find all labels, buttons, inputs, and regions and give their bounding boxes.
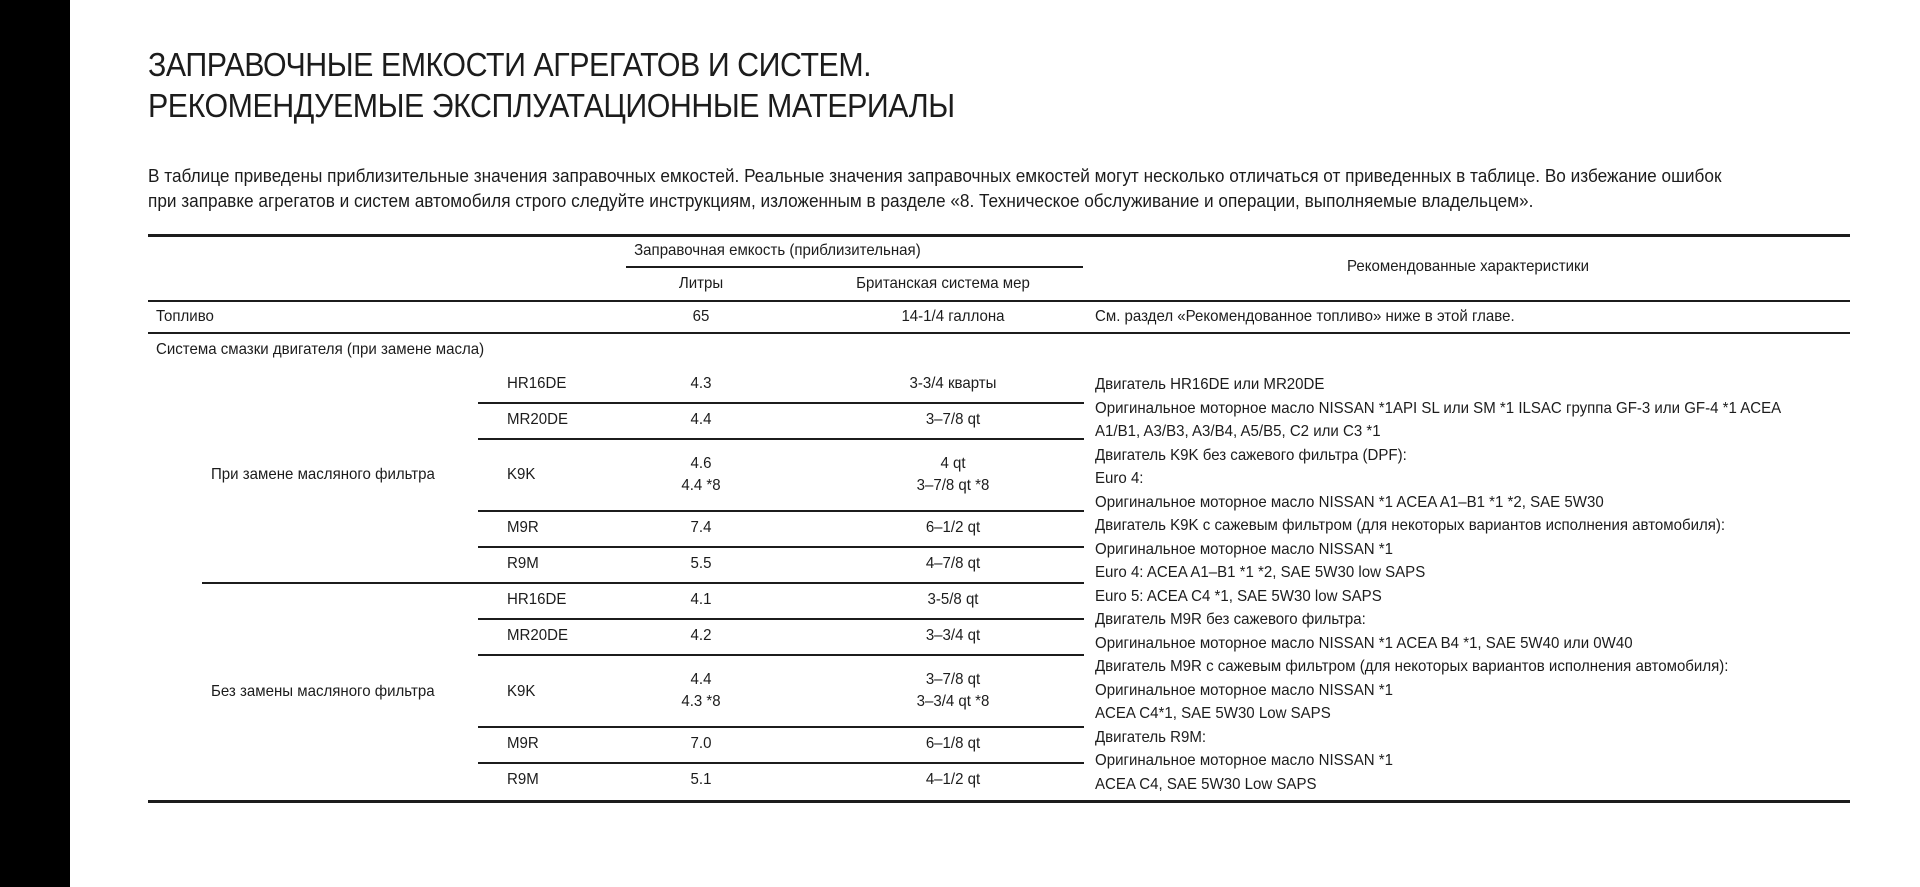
table-row-engine: MR20DE xyxy=(507,627,569,644)
table-row-liters: 7.4 xyxy=(690,519,712,536)
spec-line: Euro 4: ACEA A1–B1 *1 *2, SAE 5W30 low SAPS xyxy=(1095,564,1426,581)
title-line-2: РЕКОМЕНДУЕМЫЕ ЭКСПЛУАТАЦИОННЫЕ МАТЕРИАЛЫ xyxy=(148,87,955,124)
spec-line: Euro 4: xyxy=(1095,470,1144,487)
viewer-left-margin xyxy=(0,0,70,887)
table-row-imperial: 3-5/8 qt xyxy=(927,591,979,608)
header-capacity-group: Заправочная емкость (приблизительная) xyxy=(634,242,921,259)
header-liters: Литры xyxy=(678,275,724,292)
row-rule xyxy=(478,726,1084,728)
spec-line: Двигатель HR16DE или MR20DE xyxy=(1095,376,1325,393)
table-row-liters: 4.6 xyxy=(690,455,712,472)
table-row-engine: M9R xyxy=(507,735,539,752)
title-line-1: ЗАПРАВОЧНЫЕ ЕМКОСТИ АГРЕГАТОВ И СИСТЕМ. xyxy=(148,46,872,83)
fuel-row-rule xyxy=(148,332,1850,334)
table-row-imperial: 4 qt xyxy=(940,455,966,472)
table-row-imperial: 3–3/4 qt xyxy=(925,627,981,644)
row-rule xyxy=(478,402,1084,404)
spec-line: Двигатель K9K без сажевого фильтра (DPF): xyxy=(1095,446,1407,464)
oil-section-title: Система смазки двигателя (при замене масла) xyxy=(156,341,485,358)
table-row-engine: R9M xyxy=(507,555,539,572)
row-rule xyxy=(478,618,1084,620)
table-row-imperial: 3–7/8 qt xyxy=(925,671,981,688)
spec-line: Двигатель M9R с сажевым фильтром (для некоторых вариантов исполнения автомобиля): xyxy=(1095,658,1729,675)
table-row-liters: 4.3 xyxy=(690,375,712,392)
table-row-liters: 4.4 xyxy=(690,671,712,688)
group-divider-rule xyxy=(202,582,1084,584)
spec-line: Оригинальное моторное масло NISSAN *1 ACEA B4 *1, SAE 5W40 или 0W40 xyxy=(1095,634,1633,652)
table-row-imperial-alt: 3–3/4 qt *8 xyxy=(916,693,990,710)
spec-line: Оригинальное моторное масло NISSAN *1 ACEA A1–B1 *1 *2, SAE 5W30 xyxy=(1095,493,1604,511)
fuel-label: Топливо xyxy=(156,308,214,325)
spec-line: Euro 5: ACEA C4 *1, SAE 5W30 low SAPS xyxy=(1095,587,1382,605)
table-row-imperial: 4–1/2 qt xyxy=(925,771,981,788)
spec-line: Двигатель R9M: xyxy=(1095,728,1207,746)
table-row-engine: K9K xyxy=(507,683,536,700)
table-row-imperial: 3–7/8 qt xyxy=(925,411,981,428)
table-row-liters: 4.4 xyxy=(690,411,712,428)
table-bottom-rule xyxy=(148,800,1850,803)
table-row-engine: M9R xyxy=(507,519,539,536)
table-row-engine: HR16DE xyxy=(507,591,567,608)
row-rule xyxy=(478,510,1084,512)
spec-line: Оригинальное моторное масло NISSAN *1 xyxy=(1095,681,1393,699)
table-row-liters: 4.1 xyxy=(690,591,712,608)
header-imperial: Британская система мер xyxy=(856,275,1030,292)
without-filter-label: Без замены масляного фильтра xyxy=(211,683,435,700)
spec-line: Оригинальное моторное масло NISSAN *1API SL или SM *1 ILSAC группа GF-3 или GF-4 *1 ACEA xyxy=(1095,399,1782,417)
table-row-engine: HR16DE xyxy=(507,375,567,392)
table-row-liters-alt: 4.3 *8 xyxy=(681,693,721,710)
spec-line: Двигатель K9K с сажевым фильтром (для некоторых вариантов исполнения автомобиля): xyxy=(1095,517,1726,534)
capacity-group-rule xyxy=(626,266,1083,268)
spec-line: Двигатель M9R без сажевого фильтра: xyxy=(1095,611,1366,628)
table-row-engine: K9K xyxy=(507,466,536,483)
row-rule xyxy=(478,438,1084,440)
table-row-imperial: 6–1/8 qt xyxy=(925,735,981,752)
header-bottom-rule xyxy=(148,300,1850,302)
recommended-oil-specs xyxy=(1095,373,1809,796)
intro-line-2: при заправке агрегатов и систем автомобиля строго следуйте инструкциям, изложенным в разделе «8. Техническое обслуживание и операции, выполняемые владельцем». xyxy=(148,190,1534,211)
table-row-liters: 4.2 xyxy=(690,627,712,644)
spec-line: A1/B1, A3/B3, A3/B4, A5/B5, C2 или C3 *1 xyxy=(1095,423,1381,440)
fuel-recommended: См. раздел «Рекомендованное топливо» ниже в этой главе. xyxy=(1095,308,1515,325)
fuel-imperial: 14-1/4 галлона xyxy=(901,308,1005,325)
table-row-liters: 5.1 xyxy=(690,771,712,788)
spec-line: Оригинальное моторное масло NISSAN *1 xyxy=(1095,752,1393,769)
table-row-engine: MR20DE xyxy=(507,411,569,428)
table-row-imperial-alt: 3–7/8 qt *8 xyxy=(916,477,990,494)
table-row-imperial: 6–1/2 qt xyxy=(925,519,981,536)
table-row-imperial: 3-3/4 кварты xyxy=(909,375,997,392)
row-rule xyxy=(478,762,1084,764)
intro-line-1: В таблице приведены приблизительные значения заправочных емкостей. Реальные значения заправочных емкостей могут несколько отличаться от приведенных в таблице. Во избежание ошибок xyxy=(148,165,1722,186)
table-row-liters: 5.5 xyxy=(690,555,712,572)
header-recommended: Рекомендованные характеристики xyxy=(1347,258,1589,275)
page-title xyxy=(148,44,955,126)
table-row-imperial: 4–7/8 qt xyxy=(925,555,981,572)
table-top-rule xyxy=(148,234,1850,237)
spec-line: Оригинальное моторное масло NISSAN *1 xyxy=(1095,540,1393,558)
spec-line: ACEA C4, SAE 5W30 Low SAPS xyxy=(1095,775,1317,793)
with-filter-label: При замене масляного фильтра xyxy=(211,466,435,483)
table-row-engine: R9M xyxy=(507,771,539,788)
row-rule xyxy=(478,654,1084,656)
row-rule xyxy=(478,546,1084,548)
spec-line: ACEA C4*1, SAE 5W30 Low SAPS xyxy=(1095,705,1331,722)
table-row-liters-alt: 4.4 *8 xyxy=(681,477,721,494)
intro-paragraph xyxy=(148,163,1731,213)
table-row-liters: 7.0 xyxy=(690,735,712,752)
fuel-liters: 65 xyxy=(692,308,710,325)
